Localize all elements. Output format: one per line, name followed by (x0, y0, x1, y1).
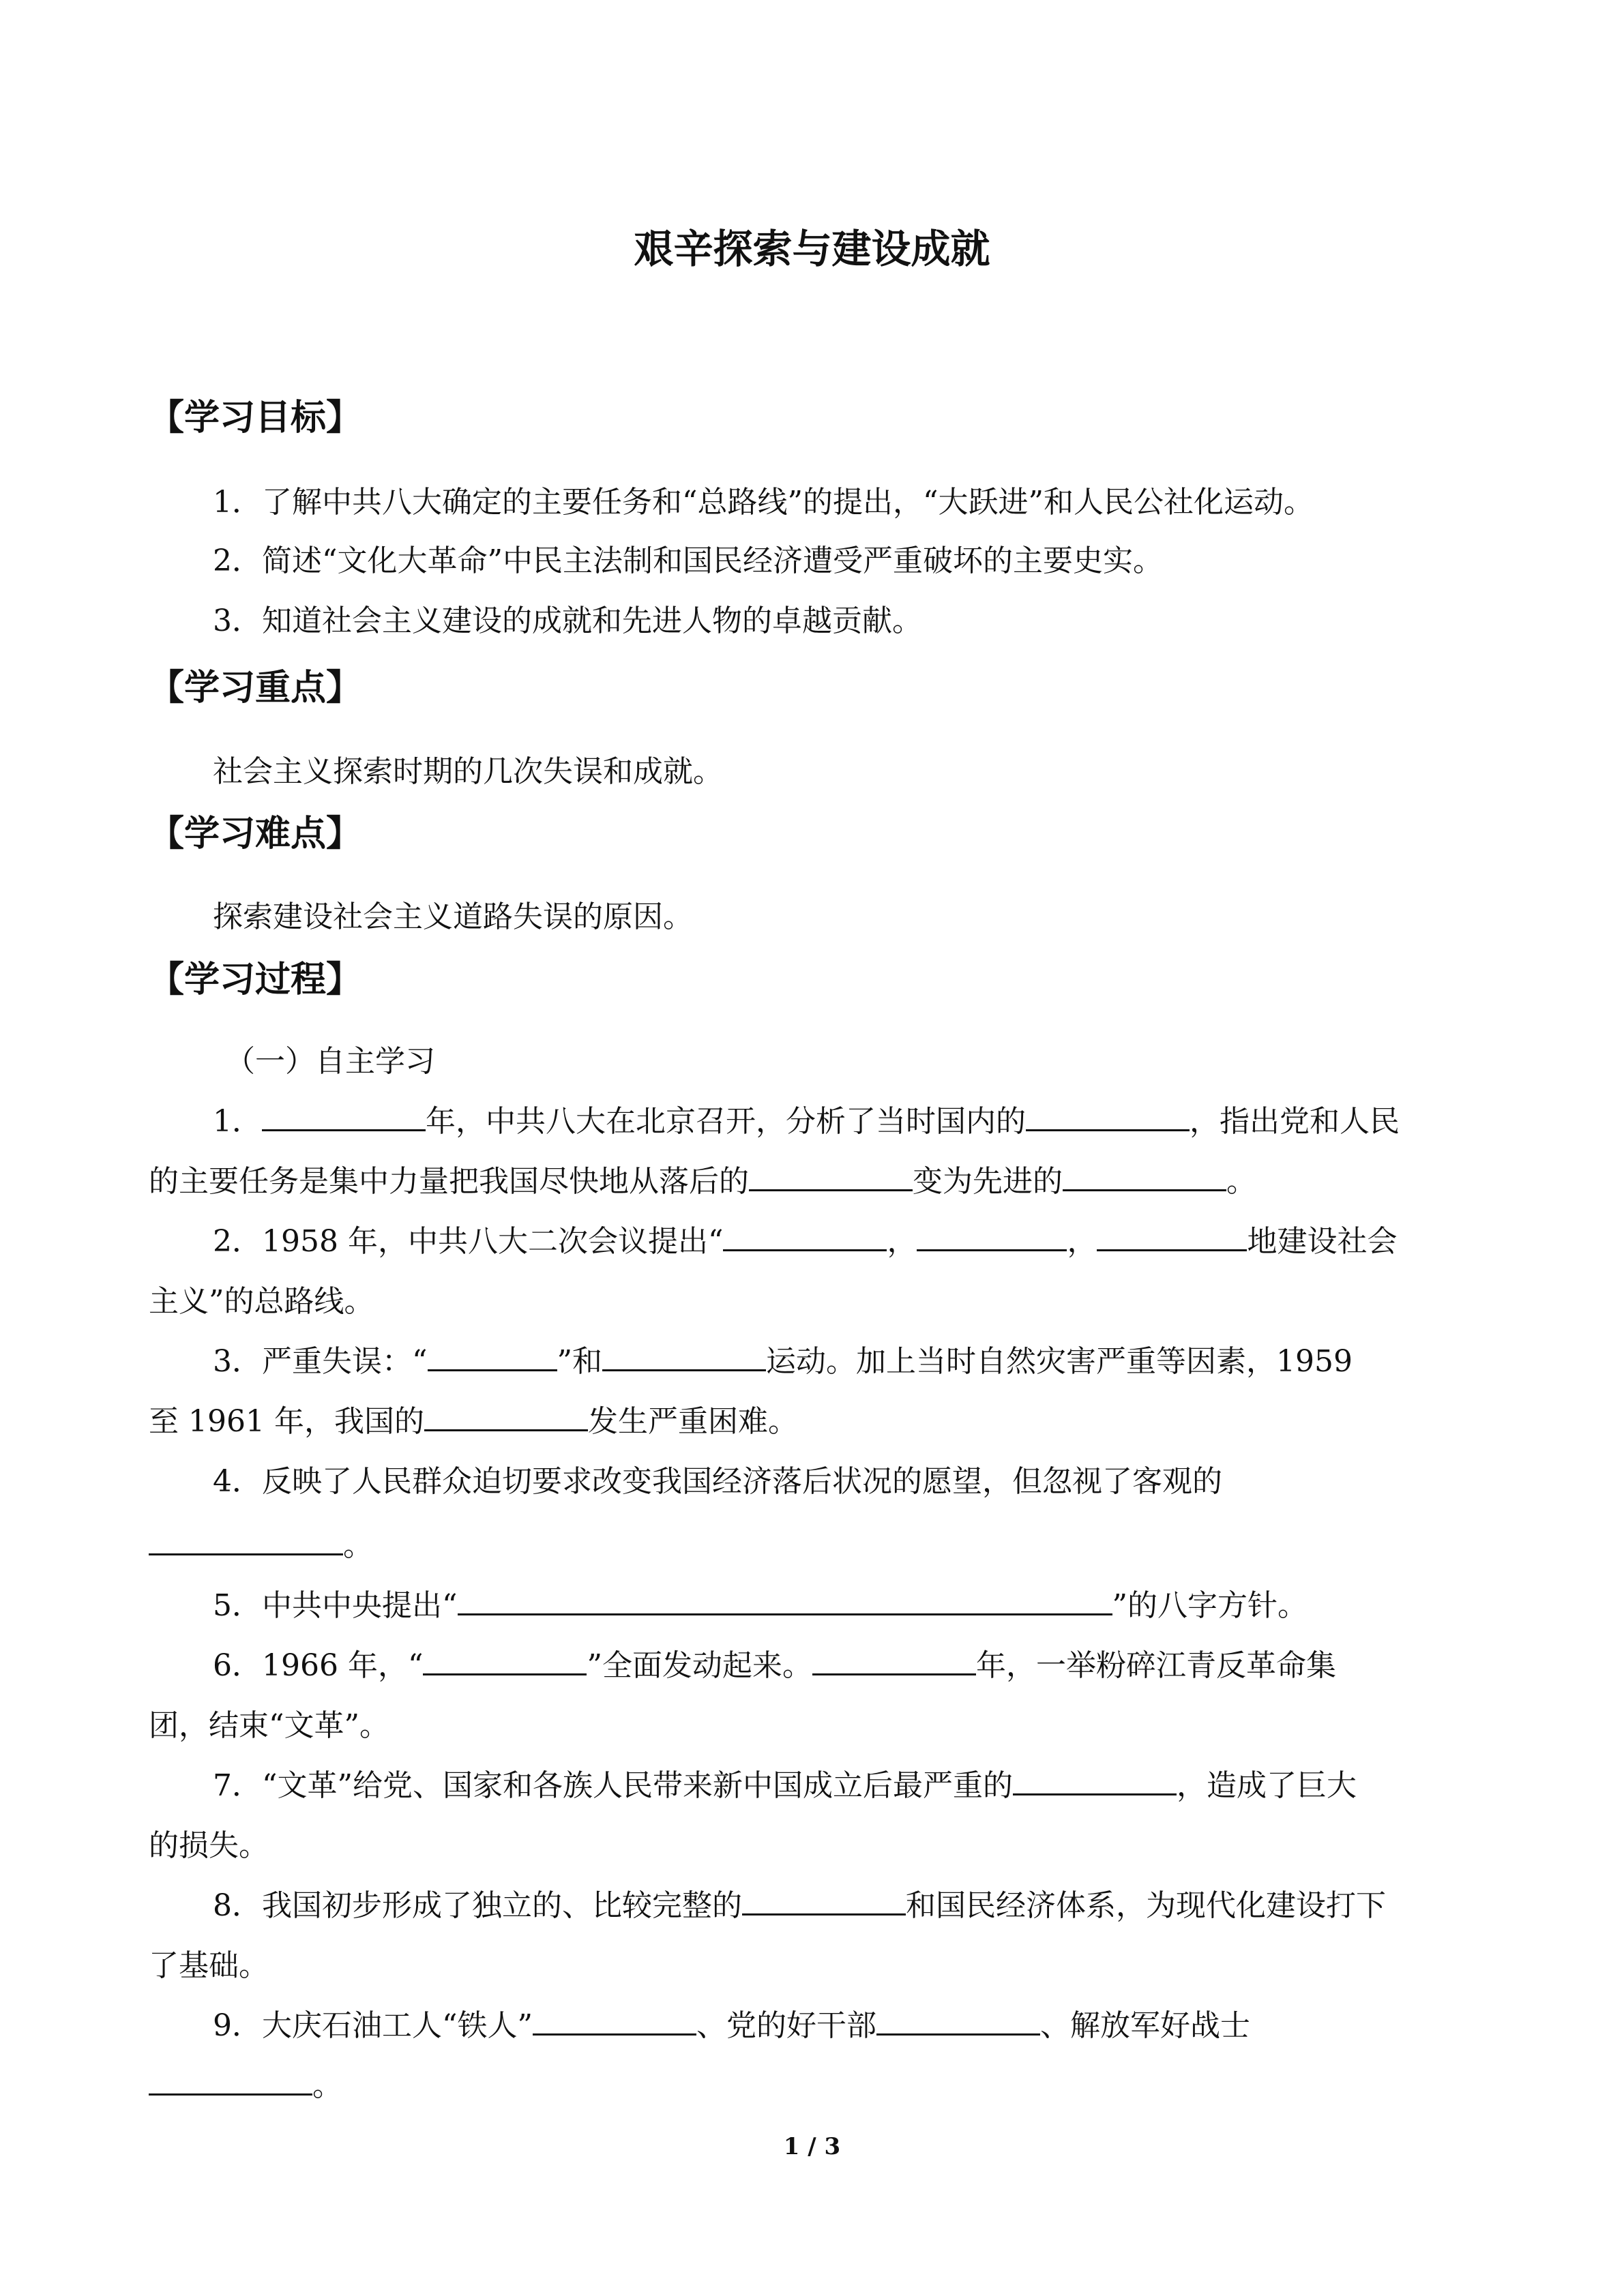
question-9-line-2: 。 (149, 2061, 342, 2104)
answer-blank[interactable] (149, 1521, 343, 1555)
section-process: 【学习过程】 (149, 959, 362, 1000)
document-title: 艰辛探索与建设成就 (634, 226, 990, 272)
goal-item-3: 3．知道社会主义建设的成就和先进人物的卓越贡献。 (213, 603, 922, 638)
answer-blank[interactable] (458, 1581, 1112, 1615)
section-key: 【学习重点】 (149, 668, 362, 709)
answer-blank[interactable] (424, 1397, 588, 1431)
key-text: 社会主义探索时期的几次失误和成就。 (213, 754, 723, 789)
answer-blank[interactable] (1063, 1157, 1226, 1191)
question-9-line-1: 9．大庆石油工人“铁人” 、党的好干部 、解放军好战士 (213, 2001, 1250, 2044)
answer-blank[interactable] (876, 2001, 1040, 2036)
question-1-line-2: 的主要任务是集中力量把我国尽快地从落后的 变为先进的 。 (149, 1157, 1256, 1200)
answer-blank[interactable] (1026, 1097, 1190, 1131)
answer-blank[interactable] (149, 2061, 312, 2096)
goal-item-1: 1．了解中共八大确定的主要任务和“总路线”的提出，“大跃进”和人民公社化运动。 (213, 485, 1314, 520)
section-goals: 【学习目标】 (149, 398, 362, 438)
goal-item-2: 2．简述“文化大革命”中民主法制和国民经济遭受严重破坏的主要史实。 (213, 543, 1163, 578)
difficulty-text: 探索建设社会主义道路失误的原因。 (213, 899, 693, 934)
question-5: 5．中共中央提出“ ”的八字方针。 (213, 1581, 1308, 1624)
answer-blank[interactable] (262, 1097, 426, 1131)
question-4-line-1: 4．反映了人民群众迫切要求改变我国经济落后状况的愿望，但忽视了客观的 (213, 1464, 1222, 1499)
question-6-line-2: 团，结束“文革”。 (149, 1708, 389, 1743)
section-difficulty: 【学习难点】 (149, 814, 362, 854)
question-7-line-1: 7．“文革”给党、国家和各族人民带来新中国成立后最严重的 ，造成了巨大 (213, 1761, 1357, 1804)
page-number: 1 / 3 (783, 2133, 841, 2160)
sub-heading: （一）自主学习 (225, 1044, 435, 1079)
answer-blank[interactable] (423, 1641, 587, 1675)
answer-blank[interactable] (1013, 1761, 1177, 1795)
answer-blank[interactable] (1097, 1217, 1247, 1251)
question-2-line-1: 2．1958 年，中共八大二次会议提出“ ， ， 地建设社会 (213, 1217, 1397, 1260)
answer-blank[interactable] (723, 1217, 887, 1251)
answer-blank[interactable] (749, 1157, 913, 1191)
question-3-line-1: 3．严重失误：“ ”和 运动。加上当时自然灾害严重等因素，1959 (213, 1337, 1353, 1380)
answer-blank[interactable] (742, 1881, 906, 1915)
question-3-line-2: 至 1961 年，我国的 发生严重困难。 (149, 1397, 798, 1440)
question-8-line-2: 了基础。 (149, 1948, 269, 1983)
question-7-line-2: 的损失。 (149, 1828, 269, 1863)
question-1-line-1: 1． 年，中共八大在北京召开，分析了当时国内的 ，指出党和人民 (213, 1097, 1400, 1140)
answer-blank[interactable] (812, 1641, 976, 1675)
answer-blank[interactable] (428, 1337, 557, 1371)
question-6-line-1: 6．1966 年，“ ”全面发动起来。 年，一举粉碎江青反革命集 (213, 1641, 1336, 1684)
answer-blank[interactable] (533, 2001, 696, 2036)
question-4-line-2: 。 (149, 1521, 373, 1564)
question-2-line-2: 主义”的总路线。 (149, 1284, 374, 1319)
question-8-line-1: 8．我国初步形成了独立的、比较完整的 和国民经济体系，为现代化建设打下 (213, 1881, 1386, 1924)
answer-blank[interactable] (917, 1217, 1067, 1251)
answer-blank[interactable] (602, 1337, 766, 1371)
